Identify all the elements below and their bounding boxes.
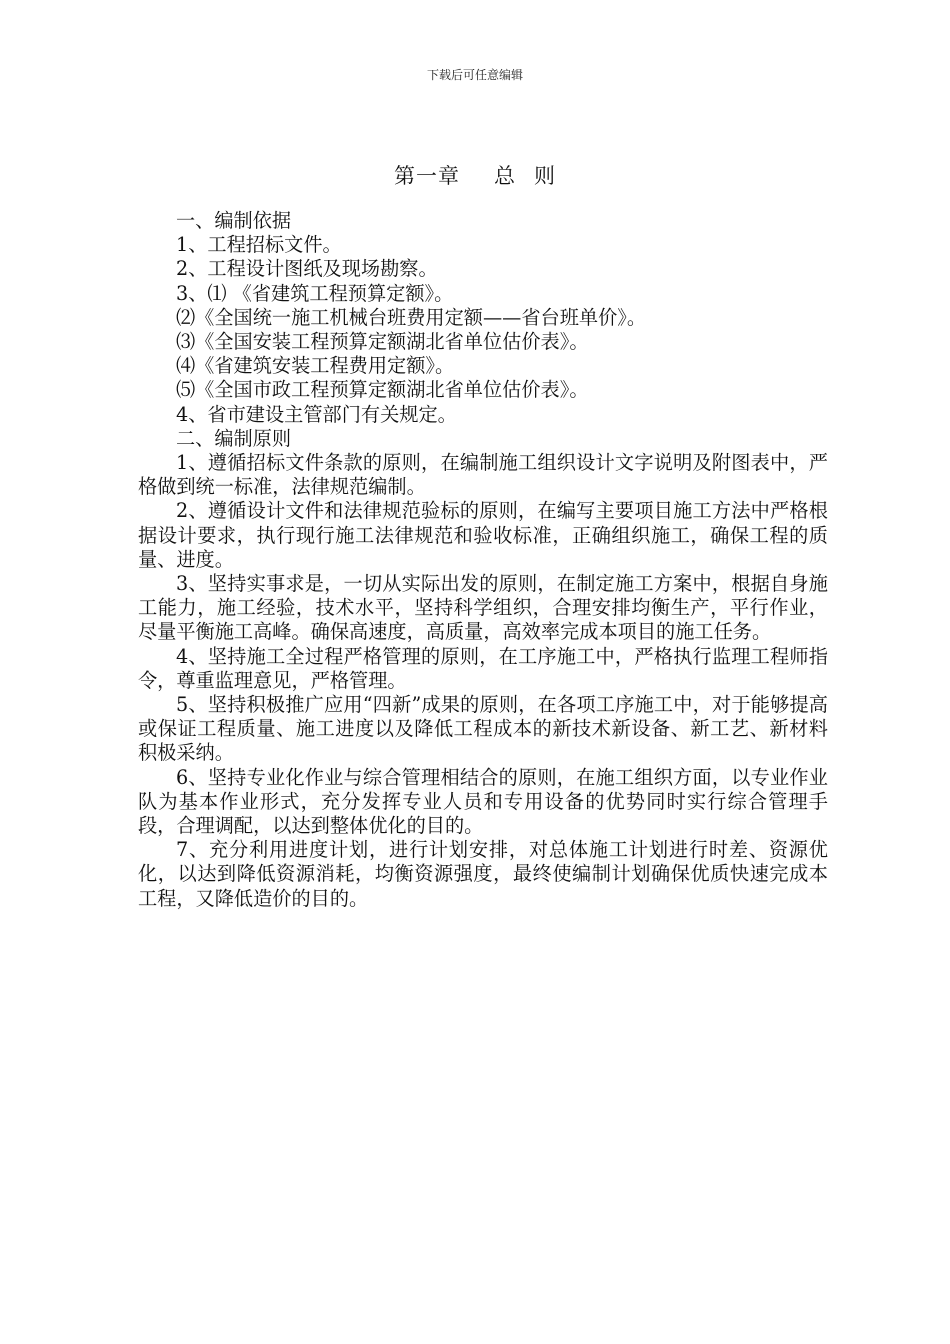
chapter-number: 第一章 bbox=[394, 164, 460, 188]
principle-paragraph: 3、坚持实事求是，一切从实际出发的原则，在制定施工方案中，根据自身施工能力，施工经验，技术水平，坚持科学组织，合理安排均衡生产，平行作业，尽量平衡施工高峰。确保高速度，高质量，高效率完成本项目的施工任务。 bbox=[138, 572, 828, 644]
section-heading-principles: 二、编制原则 bbox=[176, 426, 292, 450]
chapter-title-part1: 总 bbox=[494, 164, 516, 188]
section-heading-basis: 一、编制依据 bbox=[176, 209, 292, 232]
page-header-note: 下载后可任意编辑 bbox=[426, 68, 523, 82]
chapter-title bbox=[0, 160, 950, 190]
principle-paragraph: 4、坚持施工全过程严格管理的原则，在工序施工中，严格执行监理工程师指令，尊重监理意见，严格管理。 bbox=[138, 644, 828, 692]
chapter-title-part2: 则 bbox=[534, 164, 556, 188]
basis-item: 2、工程设计图纸及现场勘察。 bbox=[176, 257, 438, 281]
basis-item: 1、工程招标文件。 bbox=[176, 233, 342, 257]
basis-item: ⑶《全国安装工程预算定额湖北省单位估价表》。 bbox=[176, 330, 589, 354]
principle-paragraph: 5、坚持积极推广应用“四新”成果的原则，在各项工序施工中，对于能够提高或保证工程质量、施工进度以及降低工程成本的新技术新设备、新工艺、新材料积极采纳。 bbox=[138, 693, 828, 765]
basis-item: ⑵《全国统一施工机械台班费用定额——省台班单价》。 bbox=[176, 305, 647, 329]
principle-paragraph: 1、遵循招标文件条款的原则，在编制施工组织设计文字说明及附图表中，严格做到统一标准，法律规范编制。 bbox=[138, 451, 828, 499]
principle-paragraph: 6、坚持专业化作业与综合管理相结合的原则，在施工组织方面，以专业作业队为基本作业形式，充分发挥专业人员和专用设备的优势同时实行综合管理手段，合理调配，以达到整体优化的目的。 bbox=[138, 765, 828, 838]
basis-item: 3、⑴ 《省建筑工程预算定额》。 bbox=[176, 281, 454, 305]
basis-item: 4、省市建设主管部门有关规定。 bbox=[176, 402, 457, 426]
basis-item: ⑷《省建筑安装工程费用定额》。 bbox=[176, 354, 455, 378]
basis-item: ⑸《全国市政工程预算定额湖北省单位估价表》。 bbox=[176, 378, 589, 402]
document-body bbox=[138, 209, 828, 911]
principle-paragraph: 7、充分利用进度计划，进行计划安排，对总体施工计划进行时差、资源优化，以达到降低资源消耗，均衡资源强度，最终使编制计划确保优质快速完成本工程，又降低造价的目的。 bbox=[138, 838, 828, 910]
principle-paragraph: 2、遵循设计文件和法律规范验标的原则，在编写主要项目施工方法中严格根据设计要求，执行现行施工法律规范和验收标准，正确组织施工，确保工程的质量、进度。 bbox=[138, 499, 828, 571]
